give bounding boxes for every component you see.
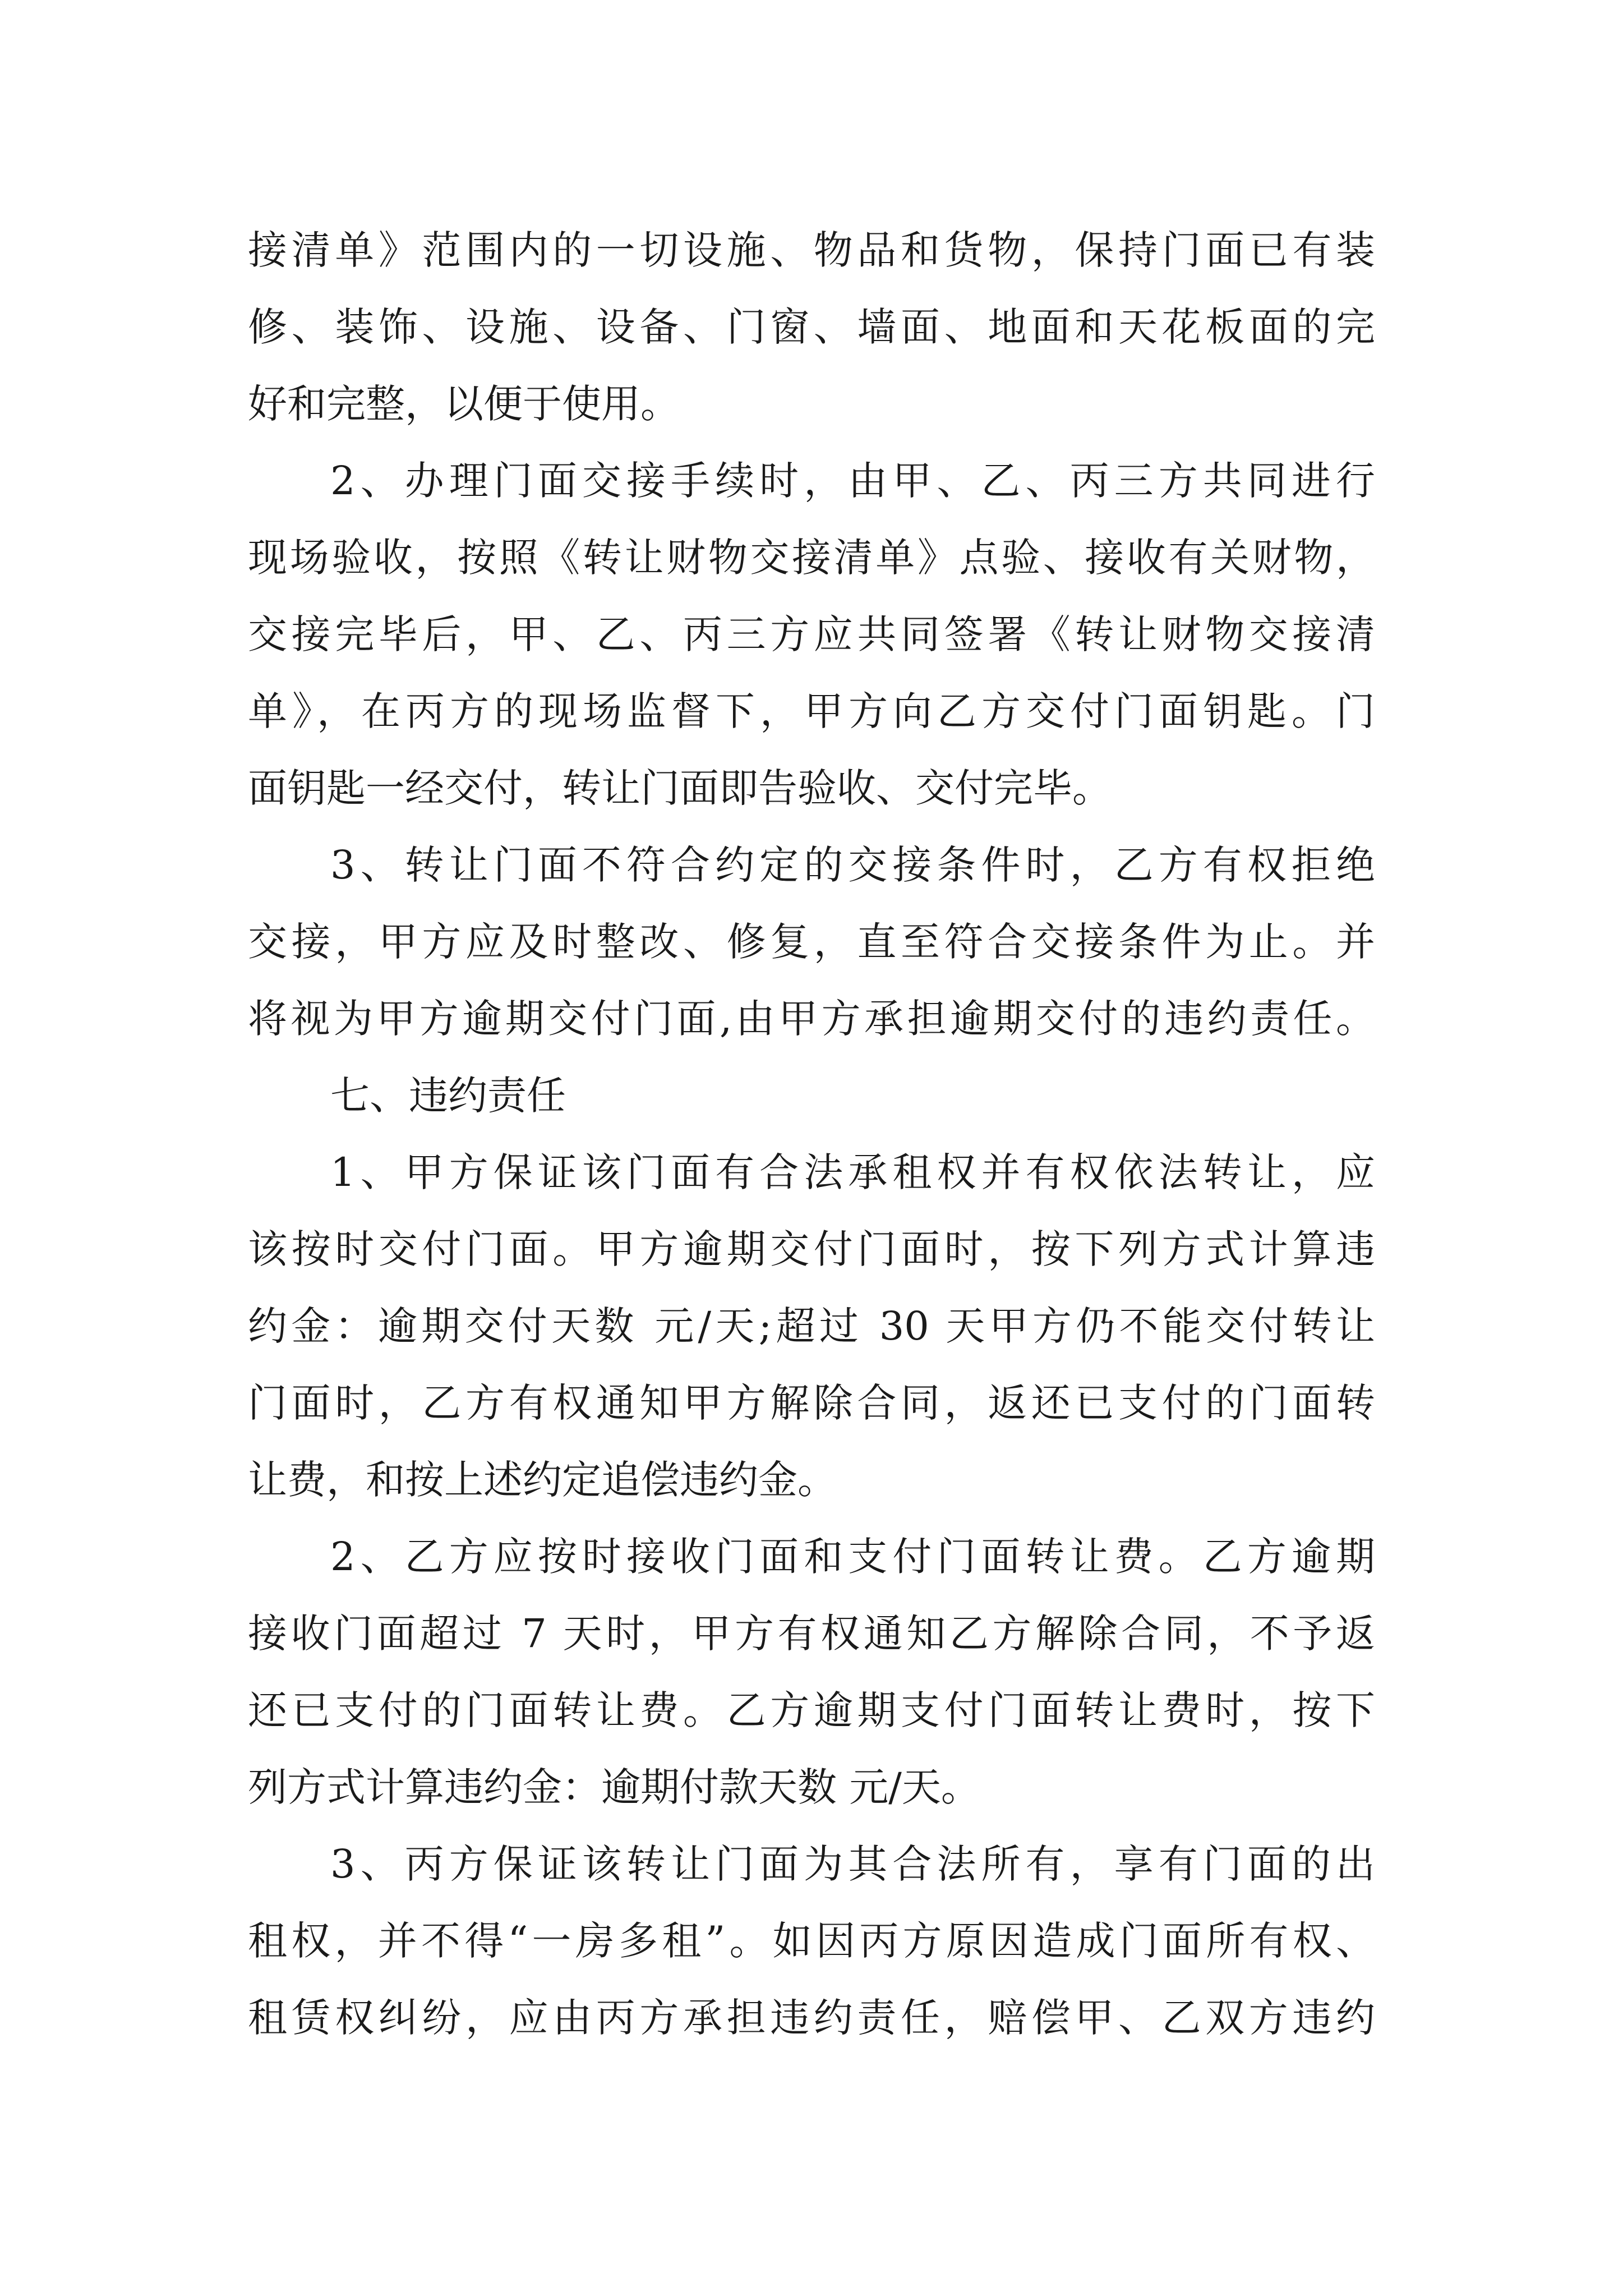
text-line-18: 2、乙方应按时接收门面和支付门面转让费。乙方逾期: [330, 1534, 1375, 1580]
text-line-6: 交接完毕后，甲、乙、丙三方应共同签署《转让财物交接清: [248, 611, 1375, 657]
text-line-1: 接清单》范围内的一切设施、物品和货物，保持门面已有装: [248, 227, 1375, 273]
text-line-7: 单》，在丙方的现场监督下，甲方向乙方交付门面钥匙。门: [248, 688, 1375, 734]
text-line-22: 3、丙方保证该转让门面为其合法所有，享有门面的出: [330, 1841, 1375, 1887]
text-line-10: 交接，甲方应及时整改、修复，直至符合交接条件为止。并: [248, 919, 1375, 965]
contract-text: [248, 212, 1375, 2056]
text-line-2: 修、装饰、设施、设备、门窗、墙面、地面和天花板面的完: [248, 304, 1375, 350]
text-line-17: 让费，和按上述约定追偿违约金。: [248, 1457, 837, 1503]
text-line-11: 将视为甲方逾期交付门面,由甲方承担逾期交付的违约责任。: [248, 996, 1375, 1042]
text-line-8: 面钥匙一经交付，转让门面即告验收、交付完毕。: [248, 765, 1112, 811]
section-heading: 七、违约责任: [330, 1073, 566, 1119]
text-line-20: 还已支付的门面转让费。乙方逾期支付门面转让费时，按下: [248, 1687, 1375, 1733]
text-line-4: 2、办理门面交接手续时，由甲、乙、丙三方共同进行: [330, 458, 1375, 504]
text-line-16: 门面时，乙方有权通知甲方解除合同，返还已支付的门面转: [248, 1380, 1375, 1426]
text-line-9: 3、转让门面不符合约定的交接条件时，乙方有权拒绝: [330, 842, 1375, 888]
text-line-23: 租权，并不得“一房多租”。如因丙方原因造成门面所有权、: [248, 1918, 1375, 1964]
text-line-14: 该按时交付门面。甲方逾期交付门面时，按下列方式计算违: [248, 1226, 1375, 1272]
text-line-5: 现场验收，按照《转让财物交接清单》点验、接收有关财物，: [248, 535, 1375, 581]
text-line-13: 1、甲方保证该门面有合法承租权并有权依法转让，应: [330, 1149, 1375, 1195]
text-line-3: 好和完整，以便于使用。: [248, 381, 680, 427]
text-line-19: 接收门面超过 7 天时，甲方有权通知乙方解除合同，不予返: [248, 1611, 1375, 1657]
text-line-15: 约金：逾期交付天数 元/天;超过 30 天甲方仍不能交付转让: [248, 1303, 1375, 1349]
text-line-21: 列方式计算违约金：逾期付款天数 元/天。: [248, 1764, 980, 1810]
text-line-24: 租赁权纠纷，应由丙方承担违约责任，赔偿甲、乙双方违约: [248, 1995, 1375, 2041]
